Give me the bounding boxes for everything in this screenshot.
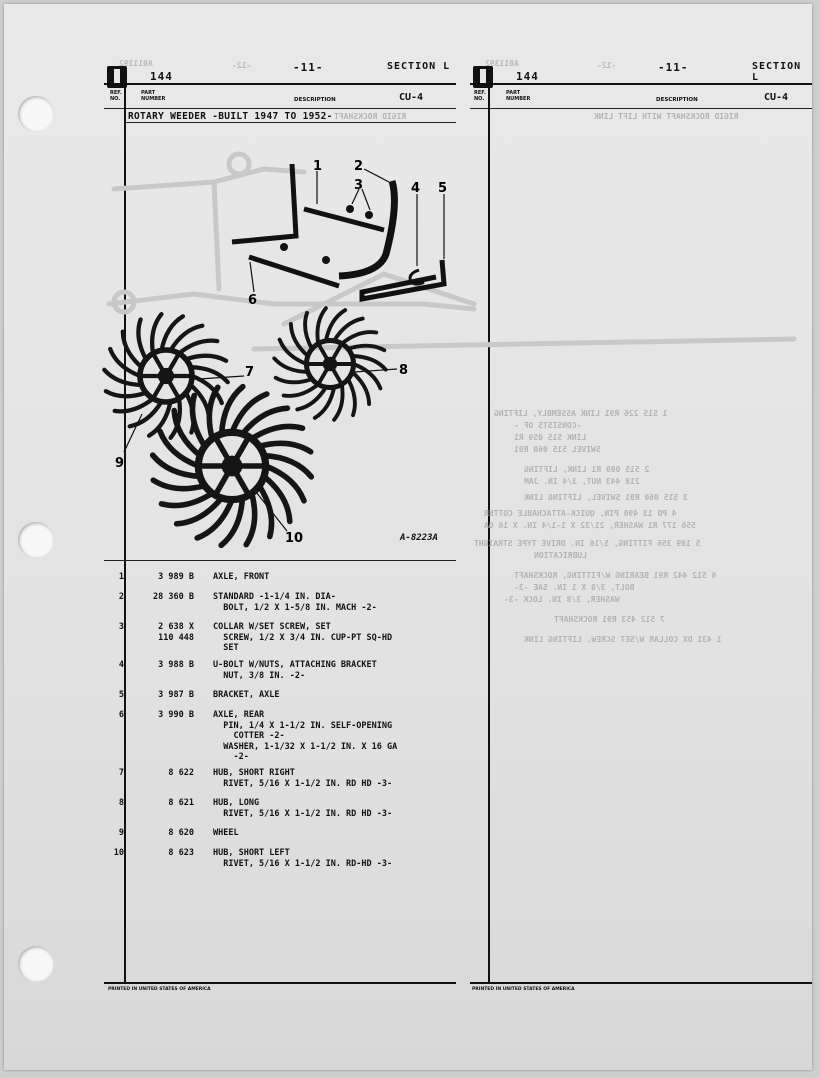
callout-8: 8 — [399, 363, 409, 378]
part-number: 8 623 — [168, 848, 194, 858]
bleed-line: LUBRICATION — [534, 551, 587, 560]
part-number: 8 620 — [168, 828, 194, 838]
part-description — [213, 660, 377, 681]
footer-rule-left — [104, 982, 456, 984]
bleed-line: 7 512 453 R91 ROCKSHAFT — [554, 615, 665, 624]
part-number: 8 622 — [168, 768, 194, 778]
part-number: 28 360 B — [153, 592, 194, 602]
part-description — [213, 592, 377, 613]
part-number: 3 990 B — [158, 710, 194, 720]
bleed-line: LINK 515 059 R1 — [514, 433, 587, 442]
part-description — [213, 768, 392, 789]
description-line: COTTER -2- — [213, 731, 285, 741]
bleed-line: BOLT, 3/8 X 1 IN. SAE -3- — [514, 583, 635, 592]
ref-number: 1 — [118, 572, 124, 582]
bleed-line: 218 443 NUT, 3/4 IN. JAM — [524, 477, 640, 486]
collar-part — [365, 211, 373, 219]
bleed-form-right: A011392 — [485, 59, 519, 68]
description-line: WASHER, 1-1/32 X 1-1/2 IN. X 16 GA — [213, 741, 398, 752]
parts-list-top-rule — [104, 560, 456, 561]
description-line: AXLE, FRONT — [213, 572, 270, 582]
bleed-line: 5 109 356 FITTING, 5/16 IN. DRIVE TYPE STRAIGHT — [474, 539, 701, 548]
bleed-through-text — [474, 409, 794, 659]
description-line: BRACKET, AXLE — [213, 690, 280, 700]
collar-part — [346, 205, 354, 213]
wheel-hub — [158, 368, 174, 384]
description-line: PIN, 1/4 X 1-1/2 IN. SELF-OPENING — [213, 720, 393, 731]
description-line: RIVET, 5/16 X 1-1/2 IN. RD-HD -3- — [213, 858, 393, 869]
part-number: 3 987 B — [158, 690, 194, 700]
ref-number: 5 — [118, 690, 124, 700]
part-description — [213, 622, 392, 654]
description-line: NUT, 3/8 IN. -2- — [213, 670, 306, 681]
callout-3: 3 — [354, 178, 364, 193]
part-description — [213, 798, 392, 819]
description-line: RIVET, 5/16 X 1-1/2 IN. RD HD -3- — [213, 808, 393, 819]
description-line: HUB, SHORT RIGHT — [213, 768, 295, 778]
description-line: SET — [213, 643, 239, 653]
collar-part — [322, 256, 330, 264]
collar-part — [280, 243, 288, 251]
bleed-line: 3 515 060 R91 SWIVEL, LIFTING LINK — [524, 493, 688, 502]
rotary-wheels — [104, 308, 385, 545]
ref-number: 4 — [118, 660, 124, 670]
wheel-lower — [153, 387, 312, 546]
wheel-hub — [323, 357, 338, 372]
description-line: COLLAR W/SET SCREW, SET — [213, 622, 331, 632]
callout-9: 9 — [115, 456, 125, 471]
ref-number: 10 — [113, 848, 124, 858]
description-header-right: DESCRIPTION — [656, 97, 698, 103]
binder-hole-bottom — [18, 946, 54, 982]
part-description — [213, 690, 280, 701]
section-label-left: SECTION L — [387, 61, 451, 72]
ref-number: 9 — [118, 828, 124, 838]
figure-number: A-8223A — [400, 533, 438, 543]
description-line: SCREW, 1/2 X 3/4 IN. CUP-PT SQ-HD — [213, 632, 393, 643]
ref-number: 2 — [118, 592, 124, 602]
part-number: 3 988 B — [158, 660, 194, 670]
bleed-line: -CONSISTS OF - — [514, 421, 582, 430]
footer-imprint-right: PRINTED IN UNITED STATES OF AMERICA — [472, 987, 575, 992]
callout-5: 5 — [438, 181, 448, 196]
ref-number: 8 — [118, 798, 124, 808]
description-line: AXLE, REAR — [213, 710, 265, 720]
callout-1: 1 — [313, 159, 323, 174]
part-number: 2 638 X 110 448 — [158, 622, 194, 643]
section-label-right: SECTION L — [752, 61, 802, 83]
ref-number: 7 — [118, 768, 124, 778]
footer-rule-right — [470, 982, 812, 984]
tractor-frame-ghost — [109, 154, 794, 349]
catalog-number-left: 144 — [150, 70, 173, 83]
description-line: WHEEL — [213, 828, 239, 838]
bleed-line: 6 512 442 R91 BEARING W/FITTING, ROCKSHAFT — [514, 571, 717, 580]
wheel-hub — [222, 456, 243, 477]
part-number-header-right: PART NUMBER — [506, 90, 531, 102]
bleed-page-right: -12- — [597, 61, 617, 70]
bleed-title-right: RIGID ROCKSHAFT WITH LIFT LINK — [594, 112, 739, 121]
callout-6: 6 — [248, 293, 258, 308]
callout-2: 2 — [354, 159, 364, 174]
part-number-header-left: PART NUMBER — [141, 90, 166, 102]
page-number-left: -11- — [293, 61, 324, 74]
ref-number: 6 — [118, 710, 124, 720]
description-line: RIVET, 5/16 X 1-1/2 IN. RD HD -3- — [213, 778, 393, 789]
ref-number: 3 — [118, 622, 124, 632]
ref-no-header-left: REF. NO. — [110, 90, 122, 102]
bleed-line: 2 515 009 R1 LINK, LIFTING — [524, 465, 650, 474]
callout-4: 4 — [411, 181, 421, 196]
wheel-upper-right — [274, 308, 385, 420]
description-line: HUB, LONG — [213, 798, 260, 808]
description-line: STANDARD -1-1/4 IN. DIA- — [213, 592, 336, 602]
ref-no-header-right: REF. NO. — [474, 90, 486, 102]
bleed-line: 556 177 R1 WASHER, 21/32 X 1-1/4 IN. X 16 GA — [484, 521, 696, 530]
description-line: BOLT, 1/2 X 1-5/8 IN. MACH -2- — [213, 602, 377, 613]
description-header-left: DESCRIPTION — [294, 97, 336, 103]
assembly-title: ROTARY WEEDER -BUILT 1947 TO 1952- — [128, 111, 333, 122]
description-line: HUB, SHORT LEFT — [213, 848, 290, 858]
standard-curved-part — [339, 181, 394, 276]
bleed-line: SWIVEL 515 060 R91 — [514, 445, 601, 454]
page-number-right: -11- — [658, 61, 689, 74]
bleed-line: 1 515 226 R91 LINK ASSEMBLY, LIFTING — [494, 409, 668, 418]
part-number: 3 989 B — [158, 572, 194, 582]
bleed-line: 1 431 DX COLLAR W/SET SCREW, LIFTING LINK — [524, 635, 722, 644]
part-number: 8 621 — [168, 798, 194, 808]
cu-code-right: CU-4 — [764, 92, 789, 103]
bleed-title-left: RIGID ROCKSHAFT — [334, 112, 407, 121]
part-description — [213, 848, 392, 869]
callout-7: 7 — [245, 365, 255, 380]
part-description — [213, 710, 397, 763]
bleed-line: WASHER, 3/8 IN. LOCK -3- — [504, 595, 620, 604]
bleed-form-left: A011392 — [119, 59, 153, 68]
bleed-line: 4 PD 13 490 PIN, QUICK-ATTACHABLE COTTER — [484, 509, 677, 518]
part-description — [213, 572, 269, 583]
catalog-number-right: 144 — [516, 70, 539, 83]
cu-code-left: CU-4 — [399, 92, 424, 103]
part-description — [213, 828, 239, 839]
callout-10: 10 — [285, 531, 304, 546]
bleed-page-left: -12- — [232, 61, 252, 70]
description-line: U-BOLT W/NUTS, ATTACHING BRACKET — [213, 660, 377, 670]
footer-imprint-left: PRINTED IN UNITED STATES OF AMERICA — [108, 987, 211, 992]
front-axle-part — [304, 209, 384, 230]
description-line: -2- — [213, 752, 249, 762]
catalog-page — [4, 4, 812, 1070]
